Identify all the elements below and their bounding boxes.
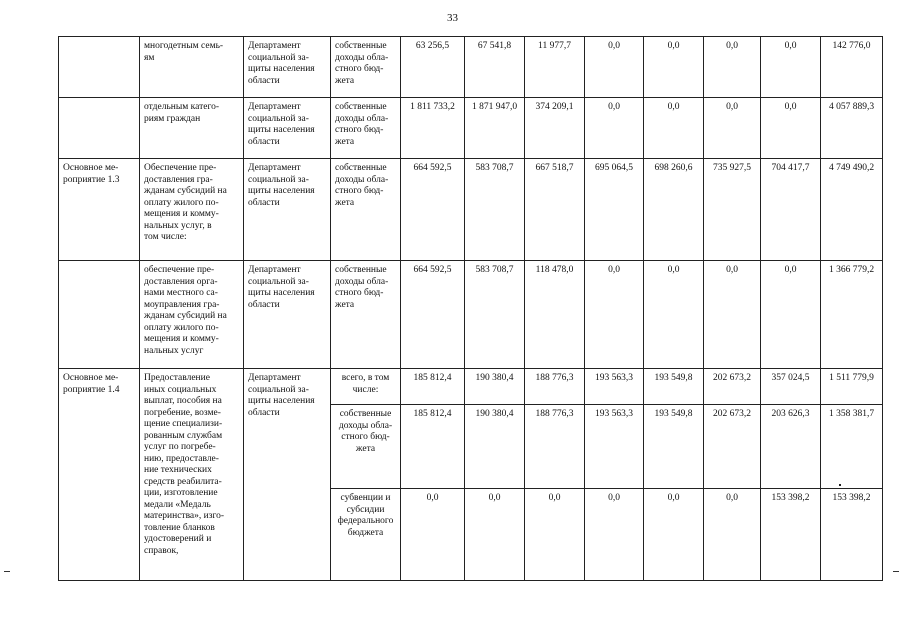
value-cell: 63 256,5 <box>401 37 465 98</box>
value-cell: 667 518,7 <box>525 159 585 261</box>
value-cell: 67 541,8 <box>465 37 525 98</box>
executor-cell: Департамент социальной за- щиты населения области <box>244 37 331 98</box>
budget-table <box>58 36 883 581</box>
total-cell: 1 511 779,9 <box>821 369 883 405</box>
measure-name-cell: Предоставление иных социальных выплат, пособия на погребение, возме- щение специализи- рованным службам услуг по погребе- нию, предоставле- ние технических средств реабилита- ции, изготовление медали «Медаль материнства», изго- товление бланков удостоверений и справок, <box>140 369 244 581</box>
value-cell: 190 380,4 <box>465 369 525 405</box>
value-cell: 0,0 <box>704 98 761 159</box>
measure-name-cell: многодетным семь- ям <box>140 37 244 98</box>
value-cell: 0,0 <box>761 261 821 369</box>
value-cell: 374 209,1 <box>525 98 585 159</box>
funding-source-cell: всего, в том числе: <box>331 369 401 405</box>
page-number: 33 <box>447 12 458 24</box>
value-cell: 202 673,2 <box>704 405 761 489</box>
table-row <box>59 98 883 159</box>
value-cell: 0,0 <box>704 261 761 369</box>
activity-cell <box>59 261 140 369</box>
activity-cell: Основное ме- роприятие 1.4 <box>59 369 140 581</box>
value-cell: 193 563,3 <box>585 369 644 405</box>
value-cell: 185 812,4 <box>401 405 465 489</box>
table-row <box>59 37 883 98</box>
value-cell: 0,0 <box>585 261 644 369</box>
value-cell: 118 478,0 <box>525 261 585 369</box>
value-cell: 0,0 <box>585 489 644 581</box>
value-cell: 698 260,6 <box>644 159 704 261</box>
activity-cell <box>59 37 140 98</box>
value-cell: 0,0 <box>585 98 644 159</box>
value-cell: 1 871 947,0 <box>465 98 525 159</box>
value-cell: 185 812,4 <box>401 369 465 405</box>
value-cell: 735 927,5 <box>704 159 761 261</box>
value-cell: 0,0 <box>585 37 644 98</box>
value-cell: 188 776,3 <box>525 369 585 405</box>
value-cell: 0,0 <box>644 261 704 369</box>
value-cell: 0,0 <box>644 98 704 159</box>
value-cell: 0,0 <box>704 37 761 98</box>
executor-cell: Департамент социальной за- щиты населения области <box>244 98 331 159</box>
value-cell: 188 776,3 <box>525 405 585 489</box>
value-cell: 190 380,4 <box>465 405 525 489</box>
activity-cell: Основное ме- роприятие 1.3 <box>59 159 140 261</box>
value-cell: 583 708,7 <box>465 159 525 261</box>
value-cell: 0,0 <box>525 489 585 581</box>
value-cell: 193 549,8 <box>644 405 704 489</box>
table-row <box>59 369 883 405</box>
value-cell: 0,0 <box>465 489 525 581</box>
margin-mark-right <box>893 571 899 572</box>
total-cell: 1 366 779,2 <box>821 261 883 369</box>
funding-source-cell: собственные доходы обла- стного бюд- жета <box>331 159 401 261</box>
total-cell: 4 057 889,3 <box>821 98 883 159</box>
measure-name-cell: Обеспечение пре- доставления гра- жданам субсидий на оплату жилого по- мещения и комму- нальных услуг, в том числе: <box>140 159 244 261</box>
value-cell: 11 977,7 <box>525 37 585 98</box>
table-row <box>59 159 883 261</box>
table-row <box>59 261 883 369</box>
value-cell: 202 673,2 <box>704 369 761 405</box>
funding-source-cell: собственные доходы обла- стного бюд- жета <box>331 261 401 369</box>
value-cell: 0,0 <box>704 489 761 581</box>
total-cell: 142 776,0 <box>821 37 883 98</box>
total-cell: 153 398,2 <box>821 489 883 581</box>
value-cell: 357 024,5 <box>761 369 821 405</box>
value-cell: 695 064,5 <box>585 159 644 261</box>
executor-cell: Департамент социальной за- щиты населения области <box>244 159 331 261</box>
value-cell: 704 417,7 <box>761 159 821 261</box>
value-cell: 0,0 <box>761 37 821 98</box>
value-cell: 193 563,3 <box>585 405 644 489</box>
total-cell: 4 749 490,2 <box>821 159 883 261</box>
measure-name-cell: отдельным катего- риям граждан <box>140 98 244 159</box>
total-cell: 1 358 381,7 <box>821 405 883 489</box>
value-cell: 203 626,3 <box>761 405 821 489</box>
value-cell: 153 398,2 <box>761 489 821 581</box>
executor-cell: Департамент социальной за- щиты населения области <box>244 369 331 581</box>
value-cell: 0,0 <box>761 98 821 159</box>
value-cell: 0,0 <box>644 37 704 98</box>
funding-source-cell: собственные доходы обла- стного бюд- жета <box>331 98 401 159</box>
activity-cell <box>59 98 140 159</box>
value-cell: 0,0 <box>401 489 465 581</box>
funding-source-cell: субвенции и субсидии федерального бюджета <box>331 489 401 581</box>
scan-speck <box>839 484 841 486</box>
margin-mark-left <box>4 571 10 572</box>
value-cell: 193 549,8 <box>644 369 704 405</box>
funding-source-cell: собственные доходы обла- стного бюд- жета <box>331 37 401 98</box>
measure-name-cell: обеспечение пре- доставления орга- нами местного са- моуправления гра- жданам субсидий на оплату жилого по- мещения и комму- нальных услуг <box>140 261 244 369</box>
value-cell: 664 592,5 <box>401 159 465 261</box>
value-cell: 0,0 <box>644 489 704 581</box>
value-cell: 583 708,7 <box>465 261 525 369</box>
value-cell: 1 811 733,2 <box>401 98 465 159</box>
executor-cell: Департамент социальной за- щиты населения области <box>244 261 331 369</box>
value-cell: 664 592,5 <box>401 261 465 369</box>
funding-source-cell: собственные доходы обла- стного бюд- жета <box>331 405 401 489</box>
